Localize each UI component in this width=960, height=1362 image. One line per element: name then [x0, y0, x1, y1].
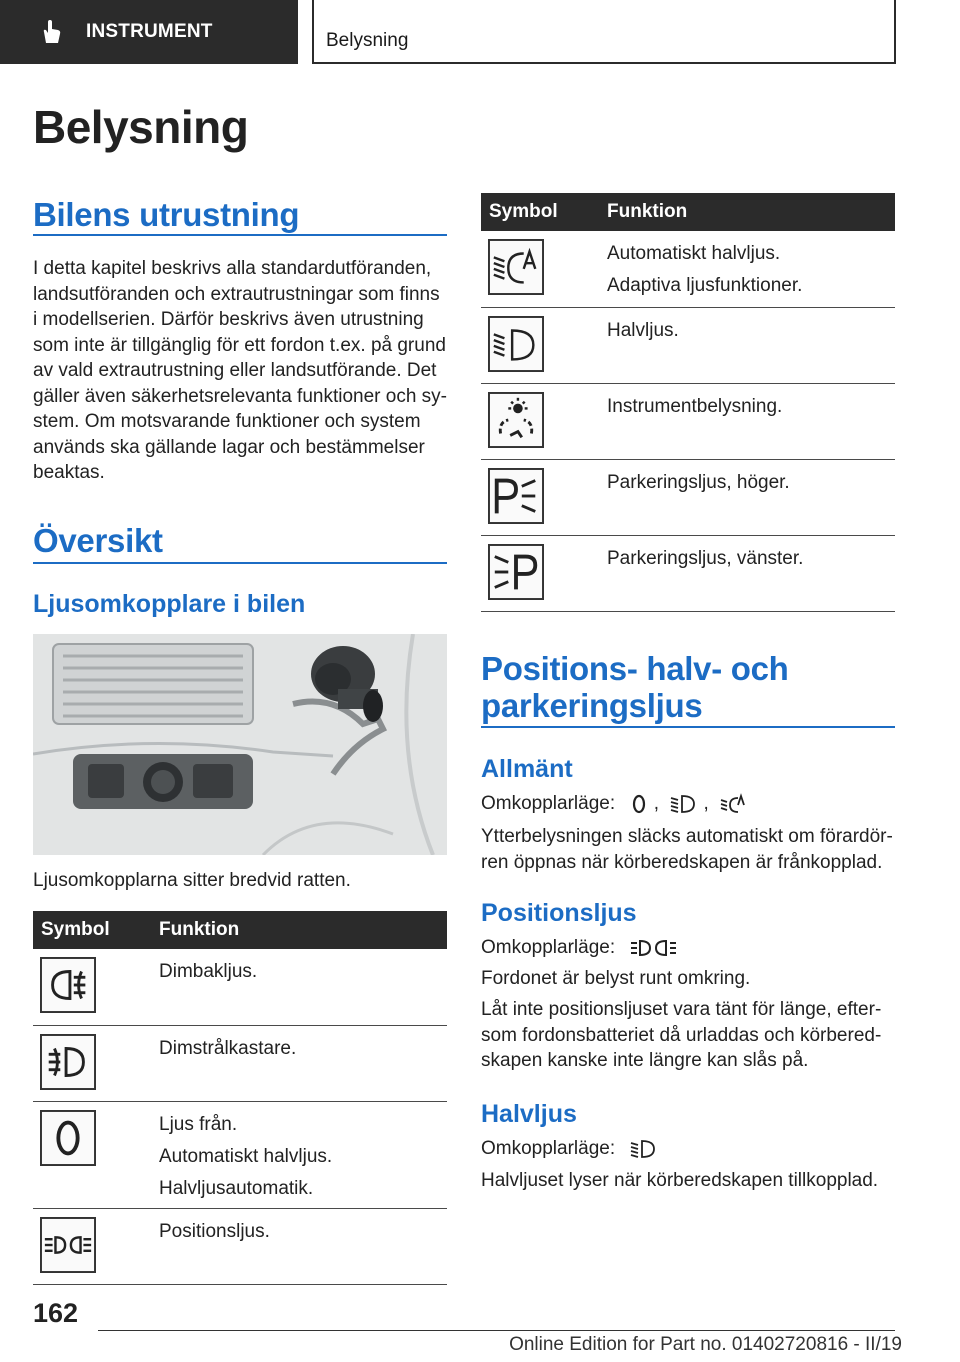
footer-rule [98, 1330, 895, 1331]
text-line: Ytterbelysningen släcks automatiskt om förardör- [481, 826, 893, 847]
text-line: landsutföranden och extrautrustningar som finns [33, 283, 440, 305]
heading-general: Allmänt [481, 755, 573, 783]
function-text: Automatiskt halvljus. [159, 1145, 333, 1167]
heading-side-lights: Positionsljus [481, 899, 637, 927]
text-line: skapen kanske inte längre kan slås på. [481, 1050, 809, 1071]
table-header-row [33, 911, 447, 949]
table-row [481, 459, 895, 535]
heading-line: parkeringsljus [481, 687, 703, 724]
heading-low-beam: Halvljus [481, 1100, 577, 1128]
column-header-symbol: Symbol [481, 193, 607, 231]
auto-low-beam-icon [488, 239, 544, 295]
text-line: gäller även säkerhetsrelevanta funktioner och sy- [33, 385, 448, 407]
heading-light-switch: Ljusomkopplare i bilen [33, 590, 306, 618]
text-line: Låt inte positionsljuset vara tänt för länge, efter- [481, 999, 882, 1020]
heading-rule [33, 562, 447, 564]
symbol-table-right [481, 193, 895, 612]
lights-off-icon [630, 793, 648, 815]
function-text: Positionsljus. [159, 1220, 270, 1242]
function-text: Parkeringsljus, höger. [607, 471, 790, 493]
function-text: Dimbakljus. [159, 961, 258, 982]
section-tab [0, 0, 298, 64]
switch-label: Omkopplarläge: [481, 1138, 616, 1159]
text-line: som fordonsbatteriet då urladdas och körbered- [481, 1024, 882, 1046]
column-header-symbol: Symbol [33, 911, 159, 949]
table-row [481, 535, 895, 611]
table-row [481, 383, 895, 459]
column-header-function: Funktion [607, 193, 895, 231]
heading-line: Positions- halv- och [481, 650, 789, 687]
page-title: Belysning [33, 101, 249, 153]
equipment-paragraph [33, 256, 453, 486]
lights-off-icon [40, 1110, 96, 1166]
separator: , [703, 793, 709, 814]
function-text: Dimstrålkastare. [159, 1037, 297, 1059]
general-paragraph [481, 824, 893, 875]
topic-header [312, 0, 896, 64]
separator: , [653, 793, 659, 814]
table-row [481, 307, 895, 383]
parking-light-left-icon [488, 544, 544, 600]
side-lights-warning [481, 997, 881, 1074]
heading-equipment: Bilens utrustning [33, 196, 300, 233]
auto-low-beam-icon [720, 793, 748, 815]
table-row [33, 949, 447, 1025]
light-switch-photo [33, 634, 447, 855]
text-line: som inte är tillgänglig för ett fordon t.ex. på grund [33, 334, 446, 356]
text-line: beaktas. [33, 462, 105, 483]
switch-label: Omkopplarläge: [481, 937, 616, 958]
heading-overview: Översikt [33, 522, 163, 559]
page-number: 162 [33, 1298, 79, 1328]
low-beam-icon [670, 793, 698, 815]
text-line: används ska gällande lagar och bestämmelser [33, 436, 425, 458]
function-text: Ljus från. [159, 1113, 238, 1135]
table-row [33, 1208, 447, 1284]
symbol-table-left [33, 911, 447, 1285]
low-beam-text: Halvljuset lyser när körberedskapen tillkopplad. [481, 1170, 879, 1191]
function-text: Instrumentbelysning. [607, 395, 783, 417]
section-label: INSTRUMENT [86, 21, 213, 42]
table-row [481, 231, 895, 307]
photo-caption: Ljusomkopplarna sitter bredvid ratten. [33, 870, 351, 891]
front-fog-light-icon [40, 1034, 96, 1090]
text-line: av vald extrautrustning eller landsutförande. Det [33, 360, 437, 381]
low-beam-icon [488, 316, 544, 372]
hand-pointer-icon [38, 19, 64, 45]
column-header-function: Funktion [159, 911, 447, 949]
side-lights-icon [40, 1217, 96, 1273]
heading-rule [33, 234, 447, 236]
rear-fog-light-icon [40, 957, 96, 1013]
topic-label: Belysning [326, 30, 409, 51]
text-line: stem. Om motsvarande funktioner och system [33, 411, 421, 432]
instrument-lighting-icon [488, 392, 544, 448]
table-row [33, 1101, 447, 1208]
text-line: I detta kapitel beskrivs alla standardutföranden, [33, 258, 432, 279]
general-switch-positions [481, 791, 748, 817]
parking-light-right-icon [488, 468, 544, 524]
side-lights-switch-position [481, 935, 678, 961]
function-text: Adaptiva ljusfunktioner. [607, 275, 803, 296]
side-lights-text: Fordonet är belyst runt omkring. [481, 968, 751, 989]
table-row [33, 1025, 447, 1101]
function-text: Halvljus. [607, 319, 679, 341]
heading-position-lights [481, 650, 789, 724]
function-text: Parkeringsljus, vänster. [607, 547, 804, 569]
table-header-row [481, 193, 895, 231]
function-text: Halvljusautomatik. [159, 1177, 314, 1199]
low-beam-icon [630, 1138, 658, 1160]
low-beam-switch-position [481, 1136, 658, 1162]
heading-rule [481, 726, 895, 728]
function-text: Automatiskt halvljus. [607, 243, 781, 264]
switch-label: Omkopplarläge: [481, 793, 616, 814]
footer-edition: Online Edition for Part no. 01402720816 - II/19 [509, 1334, 902, 1355]
side-lights-icon [630, 937, 678, 959]
text-line: ren öppnas när körberedskapen är frånkopplad. [481, 851, 883, 873]
text-line: i modellserien. Därför beskrivs även utrustning [33, 309, 424, 330]
